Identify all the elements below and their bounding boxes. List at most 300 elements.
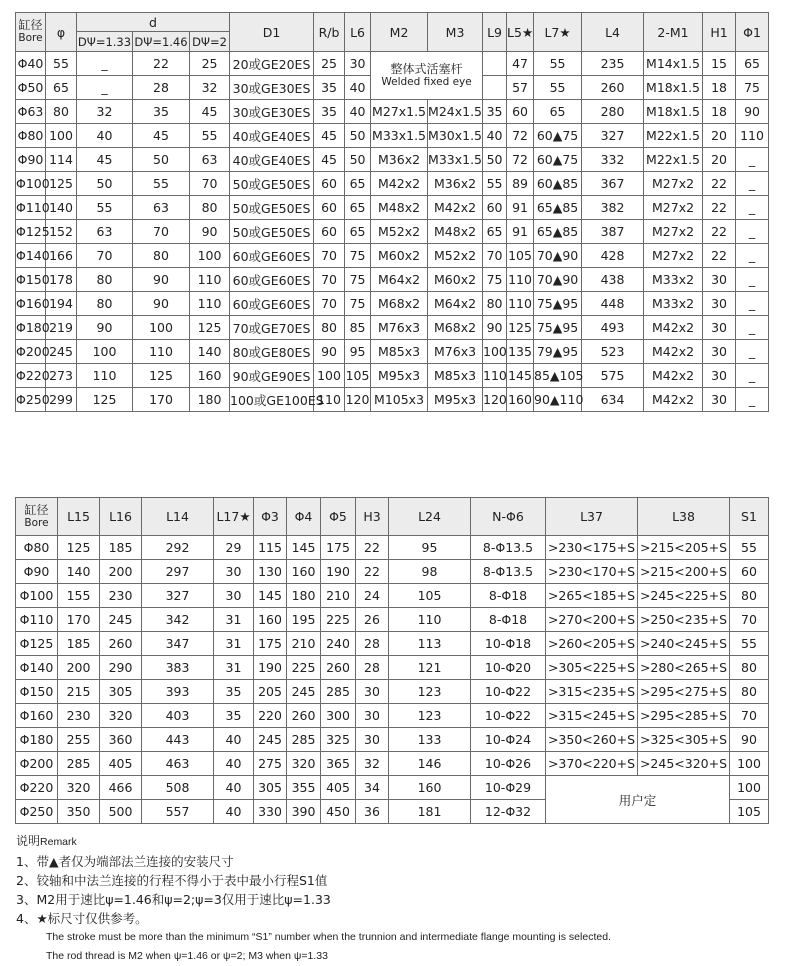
table-cell: 91 — [507, 196, 534, 220]
table-cell: 145 — [287, 536, 321, 560]
table-cell: 20或GE20ES — [230, 52, 314, 76]
table-cell: 225 — [321, 608, 356, 632]
table-cell: 55 — [730, 632, 769, 656]
table-cell: 35 — [214, 704, 254, 728]
table-cell: 55 — [133, 172, 190, 196]
table-cell: 65 — [46, 76, 77, 100]
table-cell: 100 — [483, 340, 507, 364]
table-cell: 10-Φ20 — [471, 656, 546, 680]
table-cell: 90 — [133, 268, 190, 292]
table-cell: >305<225+S — [546, 656, 638, 680]
header-cell: Φ1 — [736, 13, 769, 52]
table-cell: M76x3 — [371, 316, 428, 340]
table-cell: 90▲110 — [534, 388, 582, 412]
header-d-sub: DΨ=1.33 — [77, 32, 133, 52]
remark-item: 4、★标尺寸仅供参考。 — [16, 911, 148, 926]
table-cell: _ — [736, 148, 769, 172]
table-cell: 350 — [58, 800, 100, 824]
table-cell: M52x2 — [371, 220, 428, 244]
header-d: d — [77, 13, 230, 32]
table-cell: 260 — [582, 76, 644, 100]
table-cell: 155 — [58, 584, 100, 608]
table-cell: Φ140 — [16, 244, 46, 268]
table-cell: 100或GE100ES — [230, 388, 314, 412]
table-cell: 292 — [142, 536, 214, 560]
table-cell: 280 — [582, 100, 644, 124]
table-cell: Φ250 — [16, 388, 46, 412]
table-cell: _ — [736, 388, 769, 412]
table-cell: 28 — [133, 76, 190, 100]
table-cell: 89 — [507, 172, 534, 196]
table-cell: 8-Φ18 — [471, 584, 546, 608]
table-cell: M22x1.5 — [644, 124, 703, 148]
table-cell: 60▲85 — [534, 172, 582, 196]
table-cell: _ — [736, 196, 769, 220]
table-cell: 125 — [190, 316, 230, 340]
table-cell: 65 — [736, 52, 769, 76]
table-cell: 110 — [190, 268, 230, 292]
table-cell: 180 — [190, 388, 230, 412]
table-cell: 100 — [730, 752, 769, 776]
table-cell: 448 — [582, 292, 644, 316]
table-cell: _ — [736, 292, 769, 316]
table-cell: Φ200 — [16, 752, 58, 776]
table-row — [16, 52, 769, 76]
table-cell: _ — [736, 268, 769, 292]
table-cell: Φ90 — [16, 560, 58, 584]
table-cell: >295<275+S — [638, 680, 730, 704]
table-cell: 387 — [582, 220, 644, 244]
table-cell: 230 — [58, 704, 100, 728]
table-cell: >215<200+S — [638, 560, 730, 584]
table-cell: _ — [736, 316, 769, 340]
table-cell: M52x2 — [428, 244, 483, 268]
table-cell: 40或GE40ES — [230, 124, 314, 148]
table-cell: 50 — [345, 124, 371, 148]
table-cell: 22 — [356, 560, 389, 584]
table-cell: 50 — [77, 172, 133, 196]
table-row — [16, 776, 769, 800]
table-cell: >315<235+S — [546, 680, 638, 704]
table-cell: 125 — [58, 536, 100, 560]
bore-cn: 缸径 — [24, 502, 49, 517]
table-cell: 70 — [314, 268, 345, 292]
table-cell: 70 — [483, 244, 507, 268]
table-cell: 22 — [133, 52, 190, 76]
table-cell: 91 — [507, 220, 534, 244]
table-cell: 215 — [58, 680, 100, 704]
table-cell: 63 — [77, 220, 133, 244]
table-cell: 443 — [142, 728, 214, 752]
table-cell: 160 — [190, 364, 230, 388]
table-cell: 114 — [46, 148, 77, 172]
table-cell: 347 — [142, 632, 214, 656]
table-cell: 438 — [582, 268, 644, 292]
table-cell: 31 — [214, 632, 254, 656]
table-cell — [483, 52, 507, 76]
header-cell: L9 — [483, 13, 507, 52]
table-cell: 210 — [287, 632, 321, 656]
table-cell: 60 — [483, 196, 507, 220]
table-cell: 342 — [142, 608, 214, 632]
table-cell: 31 — [214, 656, 254, 680]
table-cell: 100 — [190, 244, 230, 268]
table-cell: 240 — [321, 632, 356, 656]
header-cell: M3 — [428, 13, 483, 52]
table-cell: 355 — [287, 776, 321, 800]
table-cell: 367 — [582, 172, 644, 196]
table-cell: 18 — [703, 76, 736, 100]
table-row — [16, 656, 769, 680]
table-cell: 50 — [483, 148, 507, 172]
table-cell: 105 — [730, 800, 769, 824]
table-cell: 75▲95 — [534, 316, 582, 340]
table-cell: 273 — [46, 364, 77, 388]
table-cell: 79▲95 — [534, 340, 582, 364]
table-cell: _ — [736, 220, 769, 244]
table-cell: 40 — [483, 124, 507, 148]
table-cell: 90 — [133, 292, 190, 316]
table-cell: 393 — [142, 680, 214, 704]
table-cell: 110 — [389, 608, 471, 632]
table-cell: 30 — [356, 728, 389, 752]
table-cell: 35 — [483, 100, 507, 124]
table-cell: 166 — [46, 244, 77, 268]
user-defined-note: 用户定 — [546, 776, 730, 824]
table-row — [16, 124, 769, 148]
header-cell: L5★ — [507, 13, 534, 52]
table-cell: 32 — [356, 752, 389, 776]
table-cell: >260<205+S — [546, 632, 638, 656]
table-cell: 382 — [582, 196, 644, 220]
table-cell: 105 — [507, 244, 534, 268]
header-bore: 缸径 Bore — [16, 13, 46, 52]
table-cell: 32 — [77, 100, 133, 124]
table-cell: 403 — [142, 704, 214, 728]
table-cell: 190 — [254, 656, 287, 680]
remarks-title: 说明Remark — [16, 834, 77, 848]
table-cell: >265<185+S — [546, 584, 638, 608]
header-cell: L37 — [546, 498, 638, 536]
table-cell: Φ125 — [16, 632, 58, 656]
table-cell: 8-Φ13.5 — [471, 560, 546, 584]
table-cell: 10-Φ29 — [471, 776, 546, 800]
table-cell: 10-Φ22 — [471, 680, 546, 704]
table-cell: 40 — [345, 76, 371, 100]
table-cell: >245<225+S — [638, 584, 730, 608]
table-cell: 35 — [314, 100, 345, 124]
table-cell: 65 — [345, 196, 371, 220]
table-cell: 65 — [534, 100, 582, 124]
header-phi: φ — [46, 13, 77, 52]
table-cell: M85x3 — [428, 364, 483, 388]
table-cell: 45 — [77, 148, 133, 172]
table-cell: 466 — [100, 776, 142, 800]
table-row — [16, 752, 769, 776]
table-cell: 24 — [356, 584, 389, 608]
table-cell: 220 — [254, 704, 287, 728]
table-cell: Φ220 — [16, 364, 46, 388]
table-cell: 25 — [190, 52, 230, 76]
table-cell: 181 — [389, 800, 471, 824]
table-cell: >250<235+S — [638, 608, 730, 632]
table-cell: _ — [736, 340, 769, 364]
table-cell: 90 — [190, 220, 230, 244]
table-cell: _ — [77, 52, 133, 76]
table-cell: Φ150 — [16, 268, 46, 292]
table-cell: 245 — [287, 680, 321, 704]
table-cell: Φ80 — [16, 536, 58, 560]
table-cell: M76x3 — [428, 340, 483, 364]
table-cell: 332 — [582, 148, 644, 172]
table-cell: 100 — [133, 316, 190, 340]
table-cell: _ — [736, 364, 769, 388]
table-cell: 72 — [507, 124, 534, 148]
table-cell: 285 — [58, 752, 100, 776]
table-cell: 80 — [77, 292, 133, 316]
table-cell: 508 — [142, 776, 214, 800]
table-cell: 30 — [356, 680, 389, 704]
table-cell: 450 — [321, 800, 356, 824]
table-cell: Φ100 — [16, 172, 46, 196]
table-cell: 80 — [483, 292, 507, 316]
table-cell: Φ110 — [16, 608, 58, 632]
table-cell: 60或GE60ES — [230, 268, 314, 292]
table-cell: 634 — [582, 388, 644, 412]
table-cell: M95x3 — [428, 388, 483, 412]
table-row — [16, 388, 769, 412]
table-cell: M68x2 — [371, 292, 428, 316]
table-row — [16, 560, 769, 584]
table-row — [16, 632, 769, 656]
note-cn: 整体式活塞杆 — [390, 61, 463, 76]
table-cell: 125 — [46, 172, 77, 196]
table-cell: 170 — [58, 608, 100, 632]
header-cell: L24 — [389, 498, 471, 536]
table-row — [16, 340, 769, 364]
table-row — [16, 172, 769, 196]
table-cell: 40 — [214, 800, 254, 824]
table-cell: 80或GE80ES — [230, 340, 314, 364]
table-cell: 70▲90 — [534, 244, 582, 268]
table-cell: 12-Φ32 — [471, 800, 546, 824]
table-cell: 45 — [314, 124, 345, 148]
table-row — [16, 268, 769, 292]
table-cell: 113 — [389, 632, 471, 656]
table-cell: 105 — [345, 364, 371, 388]
remark-english: The stroke must be more than the minimum “S1” number when the trunnion and intermediate flange mounting is selected. — [46, 931, 611, 943]
table-cell: 45 — [314, 148, 345, 172]
table-cell: 35 — [314, 76, 345, 100]
header-cell: L16 — [100, 498, 142, 536]
table-cell: 57 — [507, 76, 534, 100]
table-cell: 90 — [483, 316, 507, 340]
table-cell: 160 — [389, 776, 471, 800]
table-cell: 80 — [730, 656, 769, 680]
table-cell: 275 — [254, 752, 287, 776]
table-cell: 40 — [214, 776, 254, 800]
table-cell: 40或GE40ES — [230, 148, 314, 172]
table-cell: 185 — [100, 536, 142, 560]
table-cell: 30 — [345, 52, 371, 76]
table-cell: 225 — [287, 656, 321, 680]
table-cell: 110 — [77, 364, 133, 388]
table-cell: 170 — [133, 388, 190, 412]
table-cell: 110 — [483, 364, 507, 388]
table-cell: Φ90 — [16, 148, 46, 172]
table-cell: 10-Φ26 — [471, 752, 546, 776]
table-cell: 35 — [214, 680, 254, 704]
table-cell: 194 — [46, 292, 77, 316]
table-cell: 50 — [133, 148, 190, 172]
table-cell: 70 — [730, 608, 769, 632]
table-cell: 140 — [190, 340, 230, 364]
table-cell: Φ80 — [16, 124, 46, 148]
table-cell: 285 — [287, 728, 321, 752]
table-cell: 65▲85 — [534, 196, 582, 220]
table-cell: 60或GE60ES — [230, 292, 314, 316]
table-row — [16, 100, 769, 124]
table-cell: 200 — [58, 656, 100, 680]
table-cell: 40 — [214, 728, 254, 752]
table-cell: M27x2 — [644, 244, 703, 268]
table-cell: 85▲105 — [534, 364, 582, 388]
table-cell: 60 — [507, 100, 534, 124]
table-cell: M95x3 — [371, 364, 428, 388]
table-cell: Φ250 — [16, 800, 58, 824]
table-cell: 125 — [133, 364, 190, 388]
table-cell: 180 — [287, 584, 321, 608]
table-cell: 493 — [582, 316, 644, 340]
table-cell: 146 — [389, 752, 471, 776]
table-cell: M64x2 — [371, 268, 428, 292]
table-cell: 55 — [534, 52, 582, 76]
header-cell: Φ4 — [287, 498, 321, 536]
table-cell: 65 — [483, 220, 507, 244]
table-row — [16, 196, 769, 220]
table-cell: 297 — [142, 560, 214, 584]
table-cell: 145 — [507, 364, 534, 388]
table-cell: Φ180 — [16, 316, 46, 340]
table-cell: 120 — [483, 388, 507, 412]
table-cell: M22x1.5 — [644, 148, 703, 172]
header-cell: L4 — [582, 13, 644, 52]
table-cell: 29 — [214, 536, 254, 560]
table-cell: 235 — [582, 52, 644, 76]
table-row — [16, 220, 769, 244]
dimension-table-2 — [15, 497, 769, 824]
table-cell: 160 — [507, 388, 534, 412]
table-cell: 47 — [507, 52, 534, 76]
table-cell: 178 — [46, 268, 77, 292]
table-cell: 405 — [100, 752, 142, 776]
header-cell: Φ5 — [321, 498, 356, 536]
table-cell: 34 — [356, 776, 389, 800]
table-row — [16, 244, 769, 268]
table-cell: M33x2 — [644, 292, 703, 316]
table-cell: 35 — [133, 100, 190, 124]
table-cell: 22 — [703, 220, 736, 244]
table-cell: 300 — [321, 704, 356, 728]
table-cell — [483, 76, 507, 100]
table-cell: 390 — [287, 800, 321, 824]
table-cell: Φ160 — [16, 704, 58, 728]
table-cell: 145 — [254, 584, 287, 608]
table-row — [16, 536, 769, 560]
table-cell: >295<285+S — [638, 704, 730, 728]
table-cell: 28 — [356, 656, 389, 680]
table-cell: 405 — [321, 776, 356, 800]
note-en: Welded fixed eye — [381, 75, 472, 88]
header-cell: M2 — [371, 13, 428, 52]
table-cell: 22 — [703, 172, 736, 196]
table-cell: 8-Φ18 — [471, 608, 546, 632]
table-cell: 80 — [77, 268, 133, 292]
table-cell: 30 — [356, 704, 389, 728]
table-cell: M42x2 — [644, 364, 703, 388]
table-cell: 195 — [287, 608, 321, 632]
table-cell: M27x2 — [644, 196, 703, 220]
header-cell: L17★ — [214, 498, 254, 536]
table-cell: 70 — [77, 244, 133, 268]
header-d-sub: DΨ=2 — [190, 32, 230, 52]
table-cell: >245<320+S — [638, 752, 730, 776]
table-cell: 75 — [345, 292, 371, 316]
table-cell: M27x2 — [644, 172, 703, 196]
table-cell: >215<205+S — [638, 536, 730, 560]
table-cell: 110 — [133, 340, 190, 364]
table-cell: Φ100 — [16, 584, 58, 608]
table-cell: M48x2 — [428, 220, 483, 244]
table-row — [16, 728, 769, 752]
table-cell: M60x2 — [428, 268, 483, 292]
table-cell: >350<260+S — [546, 728, 638, 752]
table-cell: 18 — [703, 100, 736, 124]
header-cell: L38 — [638, 498, 730, 536]
table-cell: Φ63 — [16, 100, 46, 124]
table-cell: M105x3 — [371, 388, 428, 412]
table-cell: >270<200+S — [546, 608, 638, 632]
table-cell: 305 — [100, 680, 142, 704]
header-cell: S1 — [730, 498, 769, 536]
table-cell: 285 — [321, 680, 356, 704]
table-cell: 60或GE60ES — [230, 244, 314, 268]
table-cell: 575 — [582, 364, 644, 388]
table-cell: 330 — [254, 800, 287, 824]
table-cell: M36x2 — [371, 148, 428, 172]
remark-item: 1、带▲者仅为端部法兰连接的安装尺寸 — [16, 854, 234, 869]
table-cell: 90 — [77, 316, 133, 340]
table-cell: 175 — [321, 536, 356, 560]
table-cell: 110 — [314, 388, 345, 412]
table-cell: 60 — [730, 560, 769, 584]
table-cell: 115 — [254, 536, 287, 560]
table-cell: 30 — [214, 560, 254, 584]
table-cell: 130 — [254, 560, 287, 584]
table-cell: 65▲85 — [534, 220, 582, 244]
table-cell: 557 — [142, 800, 214, 824]
table-cell: 60▲75 — [534, 124, 582, 148]
table-cell: 320 — [58, 776, 100, 800]
table-cell: M27x2 — [644, 220, 703, 244]
table-cell: 30 — [703, 340, 736, 364]
table-cell: 60▲75 — [534, 148, 582, 172]
header-cell: N-Φ6 — [471, 498, 546, 536]
table-cell: 30 — [703, 268, 736, 292]
table-cell: 110 — [507, 268, 534, 292]
table-cell: 125 — [77, 388, 133, 412]
table-cell: M18x1.5 — [644, 100, 703, 124]
